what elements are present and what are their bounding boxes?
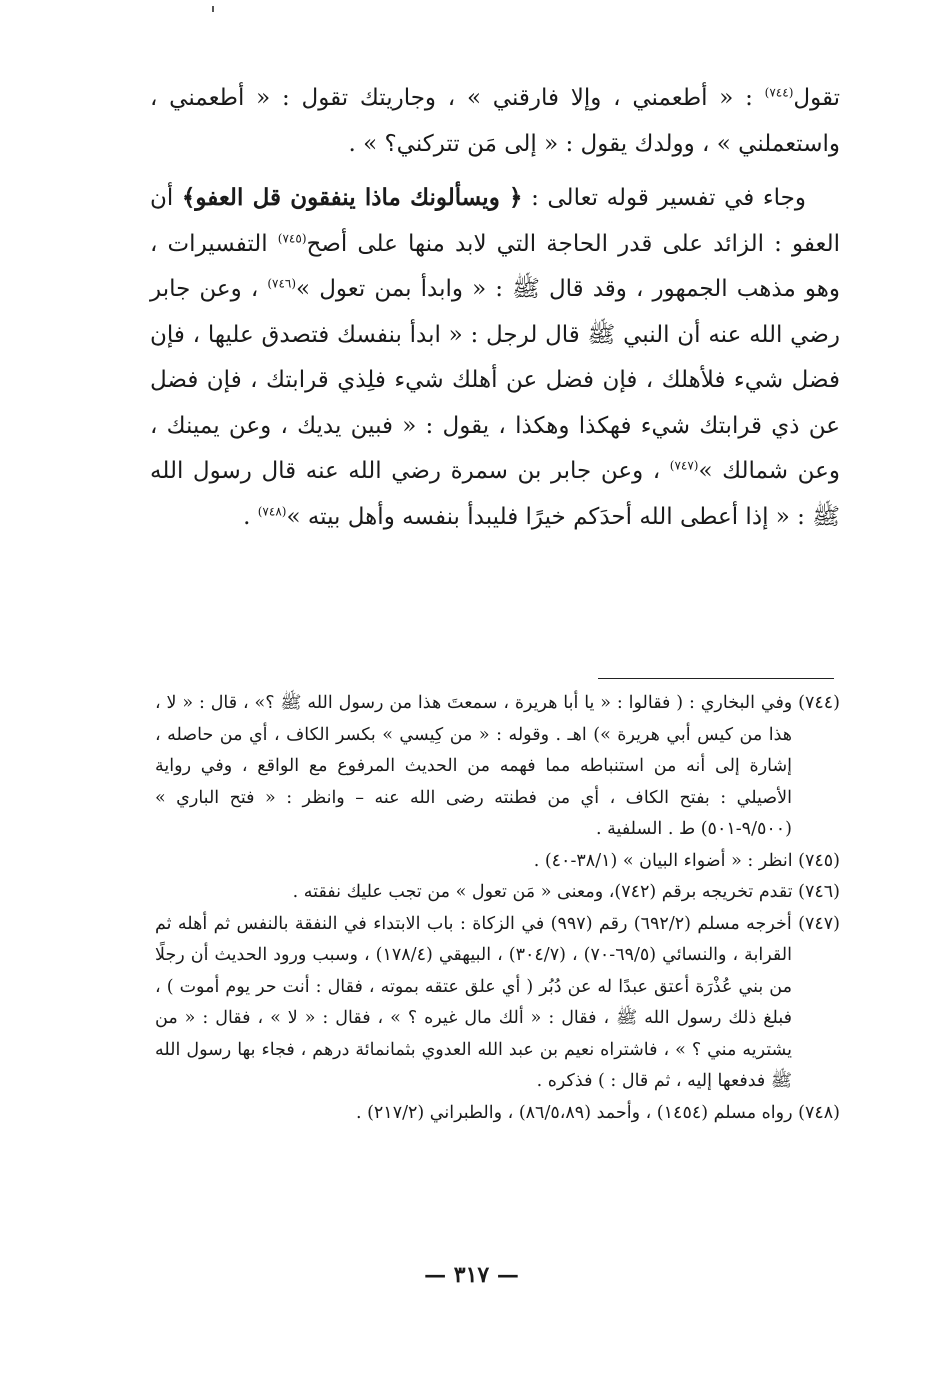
footnote-ref-744[interactable]: (٧٤٤)	[764, 85, 794, 100]
para2-text-c: ، وعن جابر رضي الله عنه أن النبي ﷺ قال لرجل : « ابدأ بنفسك فتصدق عليها ، فإن فضل شيء فلأهلك ، فإن فضل عن أهلك شيء فلِذي قرابتك ، فإن فضل عن ذي قرابتك شيء فهكذا وهكذا ، يقول : « فبين يديك ، وعن يمينك ، وعن شمالك »	[150, 276, 840, 484]
para2-text-b: التفسيرات ، وهو مذهب الجمهور ، وقد قال ﷺ : « وابدأ بمن تعول »	[150, 230, 841, 302]
footnote-746	[155, 877, 840, 909]
footnote-ref-748[interactable]: (٧٤٨)	[257, 503, 287, 518]
footnote-number: (٧٤٨)	[798, 1102, 840, 1123]
footnote-number: (٧٤٤)	[798, 693, 840, 713]
footnote-divider	[598, 678, 834, 679]
footnotes-section	[155, 688, 840, 1129]
footnote-ref-747[interactable]: (٧٤٧)	[669, 458, 699, 473]
footnote-number: (٧٤٦)	[798, 882, 840, 902]
footnote-745	[155, 846, 840, 878]
scan-mark	[212, 6, 214, 12]
footnote-number: (٧٤٥)	[798, 850, 840, 871]
para2-intro: وجاء في تفسير قوله تعالى :	[522, 185, 807, 211]
para1-text: : « أطعمني ، وإلا فارقني » ، وجاريتك تقول : « أطعمني ، واستعملني » ، وولدك يقول : « إلى مَن تتركني؟ » .	[150, 85, 840, 157]
footnote-text: تقدم تخريجه برقم (٧٤٢)، ومعنى « مَن تعول » من تجب عليك نفقته .	[292, 882, 793, 902]
paragraph-1	[150, 76, 840, 167]
footnote-number: (٧٤٧)	[798, 913, 840, 934]
footnote-748	[155, 1098, 840, 1130]
main-text	[150, 76, 840, 540]
para2-text-a: أن العفو : الزائد على قدر الحاجة التي لابد منها على أصح	[150, 185, 840, 257]
para2-text-d: ، وعن جابر بن سمرة رضي الله عنه قال رسول الله ﷺ : « إذا أعطى الله أحدَكم خيرًا فليبدأ بنفسه وأهل بيته »	[150, 458, 840, 530]
page-number: — ٣١٧ —	[424, 1262, 519, 1288]
footnote-ref-745[interactable]: (٧٤٥)	[277, 230, 307, 245]
footnote-text: رواه مسلم (١٤٥٤) ، وأحمد (٨٦/٥،٨٩) ، والطبراني (٢١٧/٢) .	[355, 1102, 793, 1123]
footnote-text: أخرجه مسلم (٦٩٢/٢) رقم (٩٩٧) في الزكاة : باب الابتداء في النفقة بالنفس ثم أهله ثم القرابة ، والنسائي (٦٩/٥-٧٠) ، (٣٠٤/٧) ، البيهقي (١٧٨/٤) ، وسبب ورود الحديث أن رجلًا من بني عُذْرَة أعتق عبدًا له عن دُبُر ( أي علق عتقه بموته ، فقال : أنت حر يوم أموت ) ، فبلغ ذلك رسول الله ﷺ ، فقال : « ألك مال غيره ؟ » ، فقال : « لا » ، فقال : « من يشتريه مني ؟ » ، فاشتراه نعيم بن عبد الله العدوي بثمانمائة درهم ، فجاء بها رسول الله ﷺ فدفعها إليه ، ثم قال : ) فذكره .	[155, 913, 792, 1091]
para2-text-e: .	[243, 503, 258, 530]
para1-word: تقول	[793, 85, 841, 111]
footnote-ref-746[interactable]: (٧٤٦)	[267, 276, 297, 291]
quran-verse: ﴿ ويسألونك ماذا ينفقون قل العفو﴾	[181, 184, 523, 211]
footnote-text: وفي البخاري : ( فقالوا : « يا أبا هريرة ، سمعتَ هذا من رسول الله ﷺ ؟» ، قال : « لا ، هذا من كيس أبي هريرة ») اهـ . وقوله : « من كِيسي » بكسر الكاف ، أي من حاصله ، إشارة إلى أنه من استنباطه مما فهمه من الحديث المرفوع مع الواقع ، وفي رواية الأصيلي : بفتح الكاف ، أي من فطنته رضى الله عنه – وانظر : « فتح الباري » (٩/٥٠٠-٥٠١) ط . السلفية .	[155, 693, 793, 839]
footnote-744	[155, 688, 840, 846]
footnote-text: انظر : « أضواء البيان » (٣٨/١-٤٠) .	[533, 850, 793, 871]
paragraph-2	[150, 175, 840, 540]
footnote-747	[155, 909, 840, 1098]
